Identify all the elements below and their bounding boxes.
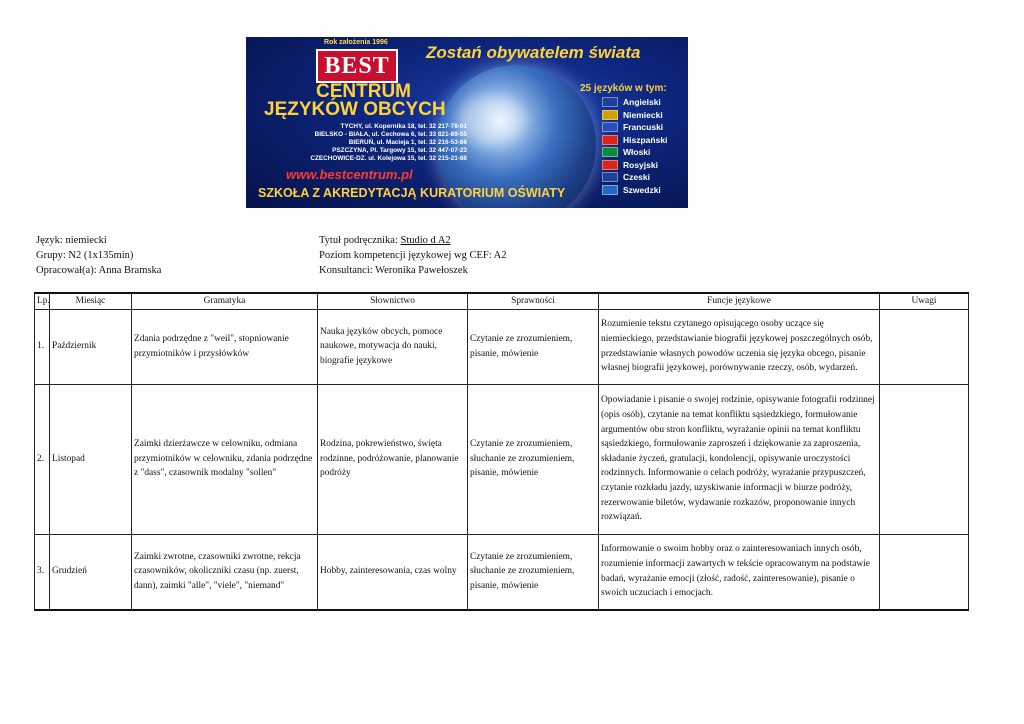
language-item: Rosyjski: [602, 159, 667, 172]
cell-notes: [880, 384, 969, 534]
cell-month: Listopad: [50, 384, 132, 534]
header-skills: Sprawności: [468, 293, 599, 309]
table-row: [35, 534, 969, 610]
groups-label: Grupy: N2 (1x135min): [36, 250, 134, 261]
address-line: BIELSKO - BIAŁA, ul. Cechowa 6, tel. 33 821-89-55: [314, 131, 467, 138]
cell-grammar: Zaimki dzierżawcze w celowniku, odmiana przymiotników w celowniku, zdania podrzędne z "dass", czasownik modalny "sollen": [132, 384, 318, 534]
language-item: Niemiecki: [602, 109, 667, 122]
cell-vocabulary: Rodzina, pokrewieństwo, święta rodzinne, podróżowanie, planowanie podróży: [318, 384, 468, 534]
germany-flag-icon: [602, 110, 618, 120]
address-line: PSZCZYNA, Pl. Targowy 15, tel. 32 447-07-23: [332, 147, 467, 154]
banner-founded-text: Rok założenia 1996: [324, 39, 388, 46]
languages-title: 25 języków w tym:: [580, 83, 667, 94]
language-item: Angielski: [602, 96, 667, 109]
cell-lp: 2.: [35, 384, 50, 534]
cef-level-label: Poziom kompetencji językowej wg CEF: A2: [319, 250, 507, 261]
cell-skills: Czytanie ze zrozumieniem, pisanie, mówienie: [468, 309, 599, 384]
cell-lp: 3.: [35, 534, 50, 610]
cell-notes: [880, 309, 969, 384]
banner-title-line2: JĘZYKÓW OBCYCH: [264, 99, 446, 120]
banner-title-line1: CENTRUM: [316, 81, 411, 102]
cell-functions: Rozumienie tekstu czytanego opisującego osoby uczące się niemieckiego, przedstawianie biografii językowej poszczególnych osób, przedstawianie własnych powodów uczenia się języka obcego, pisanie własnej biografii językowej, porównywanie rzeczy, osób, wydarzeń.: [599, 309, 880, 384]
cell-functions: Opowiadanie i pisanie o swojej rodzinie, opisywanie fotografii rodzinnej (opis osób), czytanie na temat konfliktu sąsiedzkiego, formułowanie argumentów obu stron konfliktu, wyrażanie opinii na temat konfliktu sąsiedzkiego, formułowanie zaproszeń i dziękowanie za zaproszenia, składanie życzeń, gratulacji, kondolencji, opisywanie uroczystości rodzinnych. Informowanie o celach podróży, wyrażanie przypuszczeń, czytanie rozkładu jazdy, uzyskiwanie informacji w biurze podróży, rezerwowanie biletów, wydawanie rozkazów, proponowanie innych rozwiązań.: [599, 384, 880, 534]
czech-flag-icon: [602, 172, 618, 182]
banner-addresses: [252, 123, 467, 163]
address-line: CZECHOWICE-DZ. ul. Kolejowa 15, tel. 32 215-21-88: [310, 155, 467, 162]
advertisement-banner: [246, 37, 688, 208]
language-label: Język: niemiecki: [36, 235, 107, 246]
language-item: Hiszpański: [602, 134, 667, 147]
cell-grammar: Zaimki zwrotne, czasowniki zwrotne, rekcja czasowników, okoliczniki czasu (np. zuerst, dann), zaimki "alle", "viele", "niemand": [132, 534, 318, 610]
textbook-label: Tytuł podręcznika: Studio d A2: [319, 235, 451, 246]
cell-functions: Informowanie o swoim hobby oraz o zainteresowaniach innych osób, rozumienie informacji zawartych w tekście opracowanym na podstawie badań, wyrażanie emocji (złość, radość, zainteresowanie), pisanie o swoich uczuciach i emocjach.: [599, 534, 880, 610]
language-item: Włoski: [602, 146, 667, 159]
cell-month: Październik: [50, 309, 132, 384]
banner-accreditation: SZKOŁA Z AKREDYTACJĄ KURATORIUM OŚWIATY: [258, 186, 566, 200]
spain-flag-icon: [602, 135, 618, 145]
banner-slogan: Zostań obywatelem świata: [426, 43, 641, 62]
russia-flag-icon: [602, 160, 618, 170]
france-flag-icon: [602, 122, 618, 132]
cell-notes: [880, 534, 969, 610]
languages-list: [602, 96, 667, 196]
table-row: [35, 309, 969, 384]
language-item: Czeski: [602, 171, 667, 184]
header-vocabulary: Słownictwo: [318, 293, 468, 309]
table-header-row: [35, 293, 969, 309]
consultants-label: Konsultanci: Weronika Pawełoszek: [319, 265, 468, 276]
address-line: TYCHY, ul. Kopernika 18, tel. 32 217-78-01: [340, 123, 467, 130]
cell-lp: 1.: [35, 309, 50, 384]
textbook-title: Studio d A2: [400, 235, 451, 246]
cell-vocabulary: Nauka języków obcych, pomoce naukowe, motywacja do nauki, biografie językowe: [318, 309, 468, 384]
header-lp: Lp.: [35, 293, 50, 309]
course-info-right: [319, 233, 507, 278]
italy-flag-icon: [602, 147, 618, 157]
cell-vocabulary: Hobby, zainteresowania, czas wolny: [318, 534, 468, 610]
header-month: Miesiąc: [50, 293, 132, 309]
author-label: Opracował(a): Anna Bramska: [36, 265, 162, 276]
cell-skills: Czytanie ze zrozumieniem, słuchanie ze zrozumieniem, pisanie, mówienie: [468, 534, 599, 610]
language-item: Szwedzki: [602, 184, 667, 197]
uk-flag-icon: [602, 97, 618, 107]
header-grammar: Gramatyka: [132, 293, 318, 309]
language-item: Francuski: [602, 121, 667, 134]
best-logo: BEST: [316, 49, 398, 83]
cell-skills: Czytanie ze zrozumieniem, słuchanie ze zrozumieniem, pisanie, mówienie: [468, 384, 599, 534]
banner-url: www.bestcentrum.pl: [286, 167, 413, 182]
course-info-left: [36, 233, 161, 278]
table-row: [35, 384, 969, 534]
address-line: BIERUŃ, ul. Macieja 1, tel. 32 216-53-86: [348, 139, 467, 146]
header-notes: Uwagi: [880, 293, 969, 309]
header-functions: Funcje językowe: [599, 293, 880, 309]
curriculum-table: [34, 292, 969, 611]
cell-grammar: Zdania podrzędne z "weil", stopniowanie przymiotników i przysłówków: [132, 309, 318, 384]
cell-month: Grudzień: [50, 534, 132, 610]
sweden-flag-icon: [602, 185, 618, 195]
